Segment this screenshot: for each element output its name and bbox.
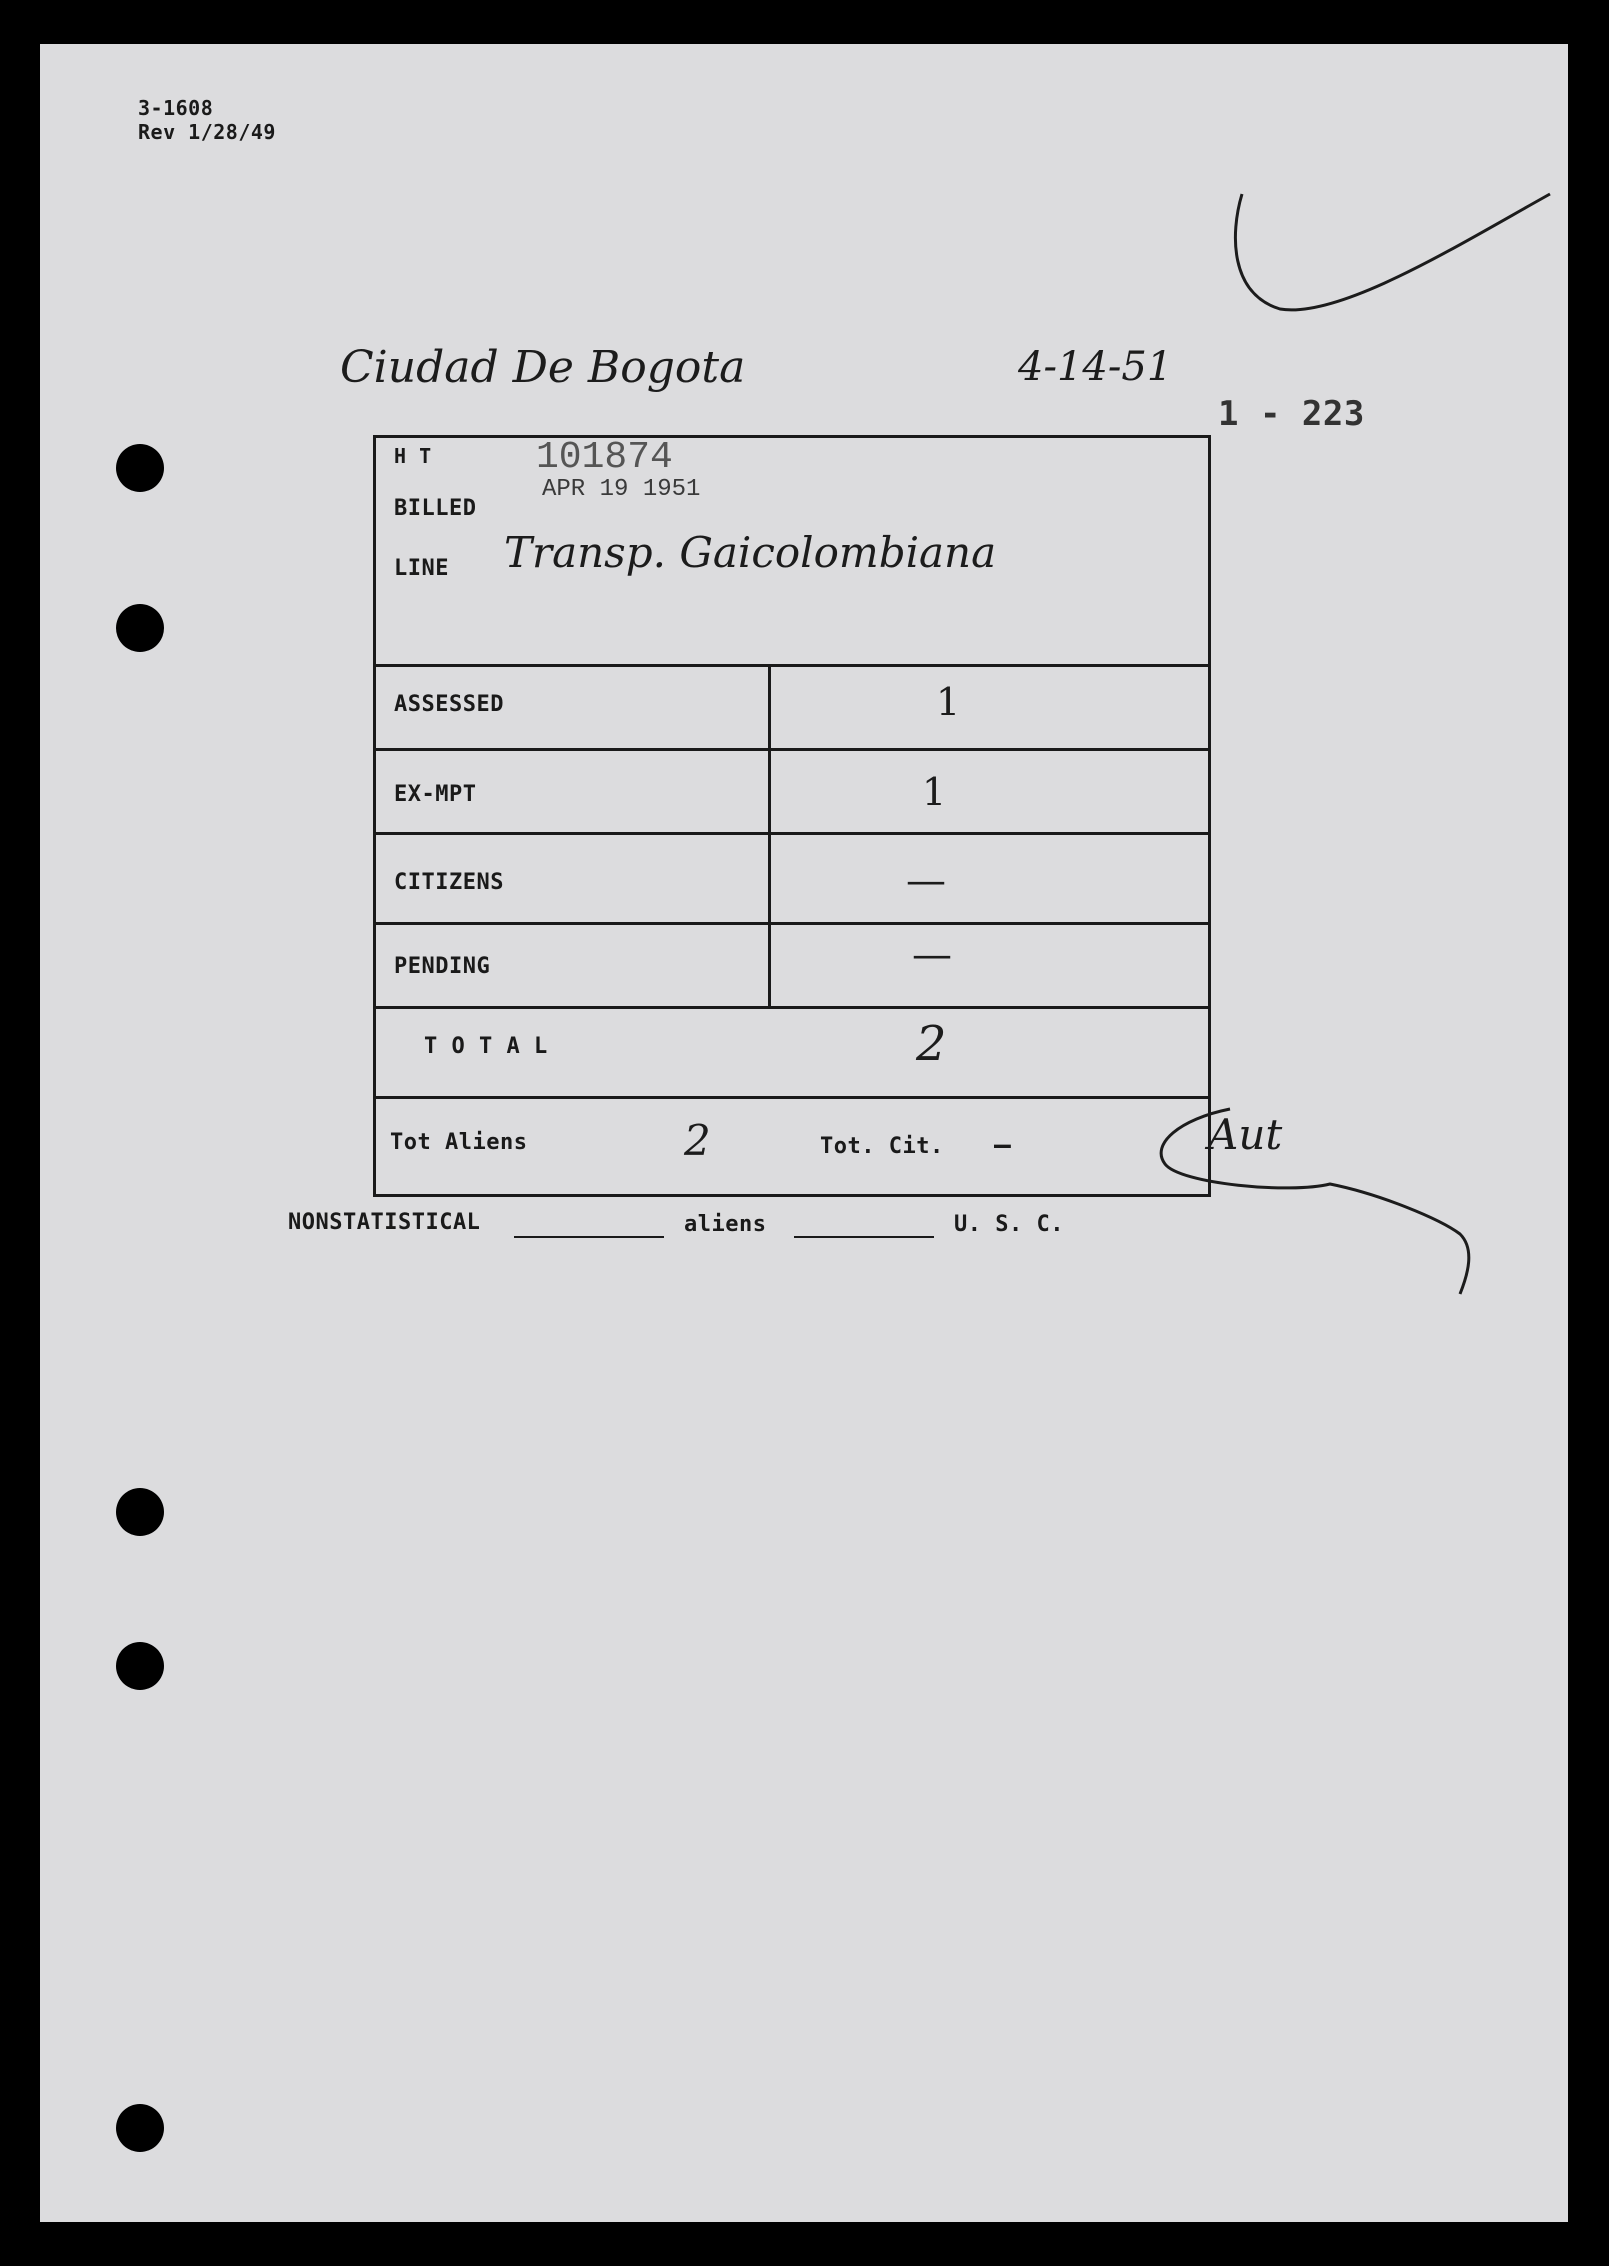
row-label: EX-MPT — [394, 782, 477, 807]
document-page — [40, 44, 1568, 2222]
page-reference: 1 - 223 — [1218, 394, 1365, 434]
row-value: 1 — [936, 680, 961, 724]
nonstatistical-label: NONSTATISTICAL — [288, 1210, 481, 1235]
form-number: 3-1608 — [138, 96, 214, 120]
row-label: PENDING — [394, 954, 491, 979]
row-value: — — [906, 858, 946, 904]
stamp-number: 101874 — [536, 436, 673, 479]
row-label: ASSESSED — [394, 692, 504, 717]
total-label: T O T A L — [424, 1034, 548, 1059]
ship-name: Ciudad De Bogota — [340, 342, 746, 393]
billed-label: BILLED — [394, 496, 477, 521]
row-value: 1 — [922, 770, 947, 814]
total-citizens-value: — — [994, 1128, 1012, 1161]
total-value: 2 — [916, 1016, 947, 1072]
total-citizens-label: Tot. Cit. — [820, 1134, 944, 1159]
aliens-label: aliens — [684, 1212, 767, 1237]
row-label: CITIZENS — [394, 870, 504, 895]
total-aliens-value: 2 — [684, 1116, 711, 1165]
date-written: 4-14-51 — [1018, 344, 1173, 390]
stamp-date: APR 19 1951 — [542, 476, 701, 503]
line-label: LINE — [394, 556, 449, 581]
usc-label: U. S. C. — [954, 1212, 1064, 1237]
row-value: — — [912, 932, 952, 978]
blank-line — [794, 1236, 934, 1238]
annotation-text: Aut — [1208, 1110, 1283, 1159]
ht-label: H T — [394, 444, 432, 468]
annotation-circle — [40, 44, 1568, 2222]
line-value: Transp. Gaicolombiana — [504, 528, 997, 577]
total-aliens-label: Tot Aliens — [390, 1130, 528, 1155]
blank-line — [514, 1236, 664, 1238]
form-revision: Rev 1/28/49 — [138, 120, 276, 144]
